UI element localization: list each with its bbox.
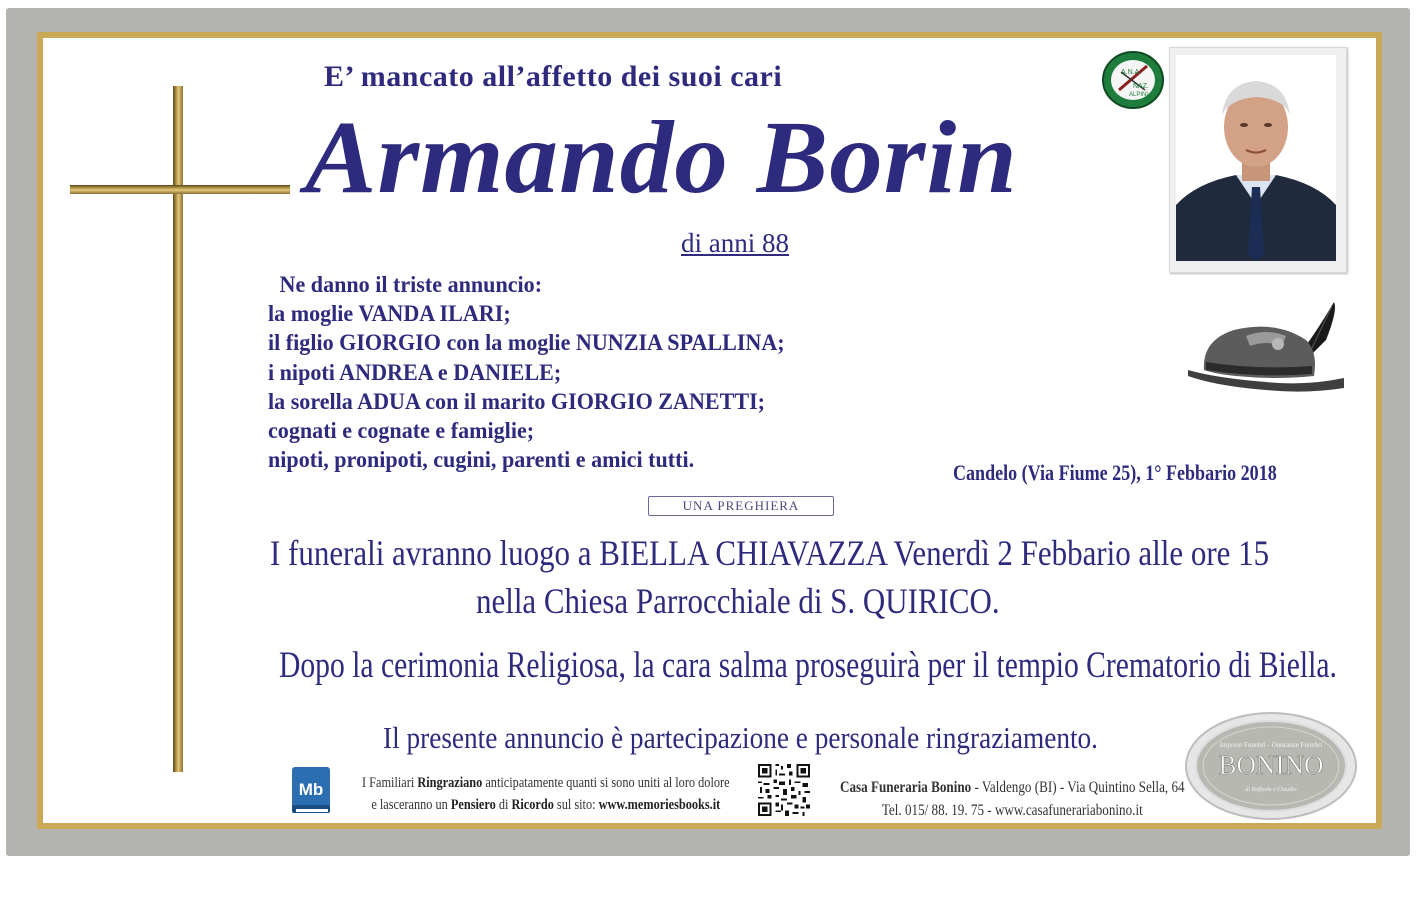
deceased-name: Armando Borin [305,100,1018,215]
footer-text-bold: Pensiero [450,797,496,813]
bonino-logo-top: Imprese Funebri - Onoranze Funebri [1219,741,1323,749]
funeral-home-contact: Tel. 015/ 88. 19. 75 - www.casafunerariabonino.it [881,802,1143,819]
footer-text: I Familiari [362,775,418,791]
footer-text-bold: Ringraziano [417,775,483,791]
bonino-logo-bottom: di Raffaele e Claudio [1245,787,1297,793]
cross-horizontal-bar [70,185,290,194]
deceased-age: di anni 88 [681,228,789,258]
alpini-badge-icon [1101,50,1165,110]
footer-text: e lasceranno un [371,797,451,813]
ceremony-info: Dopo la cerimonia Religiosa, la cara salma proseguirà per il tempio Crematorio di Biella. [279,645,1337,686]
badge-text: ALPINI [1129,92,1149,98]
memoriesbooks-link[interactable]: www.memoriesbooks.it [598,797,721,813]
place-date: Candelo (Via Fiume 25), 1° Febbario 2018 [953,460,1277,485]
bonino-logo [1184,711,1358,821]
memoriesbook-icon[interactable] [290,765,332,817]
intro-line: E’ mancato all’affetto dei suoi cari [324,60,783,93]
badge-text: A.N.A. [1121,69,1142,76]
mb-icon-label: Mb [298,780,324,799]
footer-text: sul sito: [553,797,599,813]
funeral-home-name: Casa Funeraria Bonino [840,779,972,796]
announcement-line: cognati e cognate e famiglie; [268,418,535,444]
funeral-home-address: - Valdengo (BI) - Via Quintino Sella, 64 [971,779,1185,796]
deceased-portrait [1176,55,1336,261]
announcement-line: la sorella ADUA con il marito GIORGIO ZANETTI; [268,388,766,414]
funeral-info-line1: I funerali avranno luogo a BIELLA CHIAVAZZA Venerdì 2 Febbario alle ore 15 [270,533,1270,573]
funeral-home-footer [840,776,1185,822]
announcement-line: il figlio GIORGIO con la moglie NUNZIA SPALLINA; [268,330,785,356]
memories-footer [362,772,730,816]
announcement-block [268,270,785,474]
badge-text: NAZ. [1133,83,1149,90]
alpini-hat-icon [1186,300,1346,395]
thanks-line: Il presente annuncio è partecipazione e personale ringraziamento. [383,720,1098,755]
prayer-button[interactable]: UNA PREGHIERA [648,496,834,516]
footer-text: anticipatamente quanti si sono uniti al loro dolore [482,775,730,791]
announcement-line: la moglie VANDA ILARI; [268,301,511,327]
announcement-line: nipoti, pronipoti, cugini, parenti e amici tutti. [268,447,695,473]
bonino-logo-name: BONINO [1218,750,1324,780]
footer-text-bold: Ricordo [511,797,554,813]
announcement-line: i nipoti ANDREA e DANIELE; [268,359,562,385]
announcement-line: Ne danno il triste annuncio: [279,272,543,297]
footer-text: di [495,797,512,813]
funeral-info-line2: nella Chiesa Parrocchiale di S. QUIRICO. [476,581,1000,621]
qr-code[interactable] [756,762,812,818]
